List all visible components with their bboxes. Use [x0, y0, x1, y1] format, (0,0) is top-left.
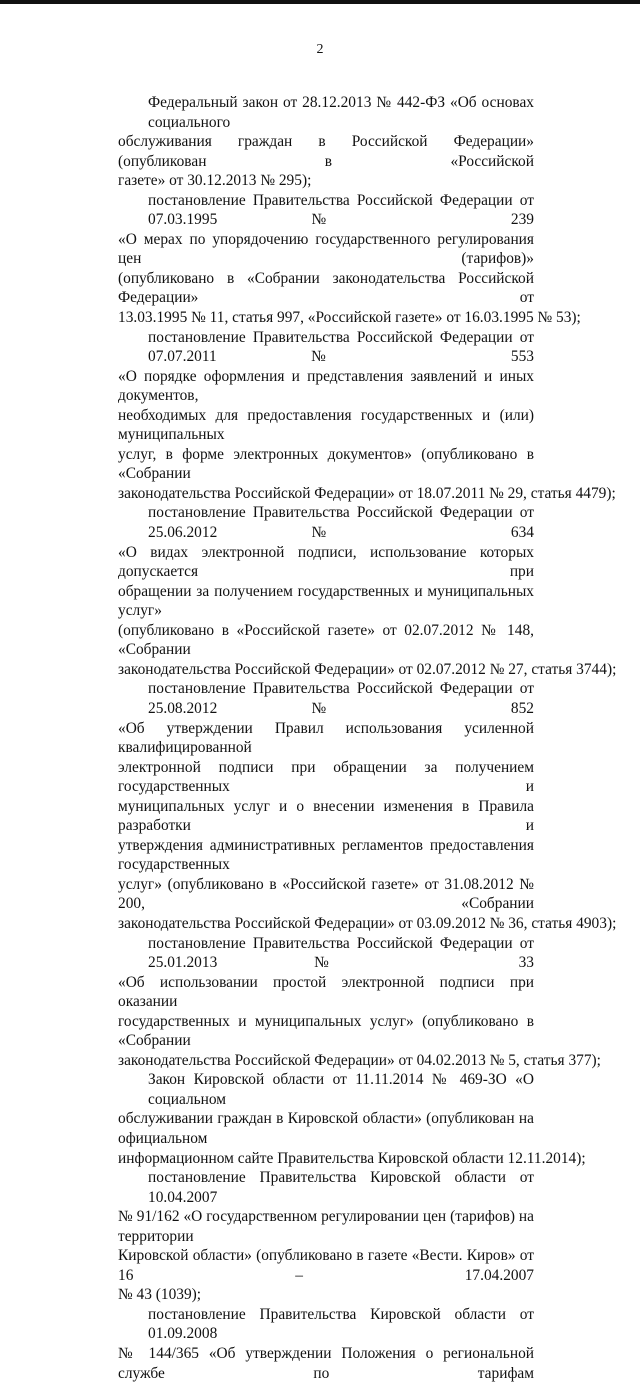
document-body: [118, 93, 617, 1383]
page-number: 2: [316, 42, 324, 57]
text-line: услуг, в форме электронных документов» (опубликовано в «Собрании: [118, 445, 534, 483]
text-line: Федеральный закон от 28.12.2013 № 442-ФЗ «Об основах социального: [148, 94, 534, 131]
text-line: обслуживании граждан в Кировской области» (опубликован на официальном: [118, 1110, 534, 1147]
text-line: газете» от 30.12.2013 № 295);: [118, 172, 312, 190]
text-line: утверждения административных регламентов предоставления государственных: [118, 836, 534, 874]
text-line: законодательства Российской Федерации» от 04.02.2013 № 5, статья 377);: [118, 1051, 601, 1069]
text-line: 13.03.1995 № 11, статья 997, «Российской газете» от 16.03.1995 № 53);: [118, 309, 581, 327]
text-line: «Об утверждении Правил использования усиленной квалифицированной: [118, 719, 534, 757]
paragraph: [118, 93, 534, 191]
text-line: постановление Правительства Кировской области от 01.09.2008: [148, 1305, 534, 1343]
text-line: законодательства Российской Федерации» от 02.07.2012 № 27, статья 3744);: [118, 660, 617, 678]
scan-top-border: [0, 0, 640, 4]
text-line: «О порядке оформления и представления заявлений и иных документов,: [118, 367, 534, 405]
text-line: государственных и муниципальных услуг» (опубликовано в «Собрании: [118, 1012, 534, 1050]
text-line: № 144/365 «Об утверждении Положения о региональной службе по тарифам: [118, 1345, 534, 1382]
paragraph: [118, 328, 616, 504]
paragraph: [118, 1305, 534, 1383]
text-line: необходимых для предоставления государственных и (или) муниципальных: [118, 406, 534, 444]
text-line: № 43 (1039);: [118, 1286, 202, 1304]
text-line: «Об использовании простой электронной подписи при оказании: [118, 973, 534, 1011]
text-line: постановление Правительства Кировской области от 10.04.2007: [148, 1169, 534, 1206]
text-line: «О мерах по упорядочению государственного регулирования цен (тарифов)»: [118, 230, 534, 268]
text-line: законодательства Российской Федерации» от 03.09.2012 № 36, статья 4903);: [118, 914, 617, 932]
paragraph: [118, 1168, 534, 1305]
text-line: информационном сайте Правительства Кировской области 12.11.2014);: [118, 1149, 586, 1167]
paragraph: [118, 503, 617, 679]
text-line: обращении за получением государственных и муниципальных услуг»: [118, 582, 534, 620]
text-line: обслуживания граждан в Российской Федерации» (опубликован в «Российской: [118, 133, 534, 170]
text-line: муниципальных услуг и о внесении изменения в Правила разработки и: [118, 797, 534, 835]
text-line: законодательства Российской Федерации» от 18.07.2011 № 29, статья 4479);: [118, 484, 616, 502]
paragraph: [118, 679, 617, 933]
text-line: (опубликовано в «Собрании законодательства Российской Федерации» от: [118, 269, 534, 307]
text-line: услуг» (опубликовано в «Российской газете» от 31.08.2012 № 200, «Собрании: [118, 875, 534, 913]
text-line: постановление Правительства Российской Федерации от 25.06.2012 № 634: [148, 504, 534, 542]
text-line: постановление Правительства Российской Федерации от 07.03.1995 № 239: [148, 191, 534, 229]
text-line: Закон Кировской области от 11.11.2014 № 469-ЗО «О социальном: [148, 1071, 534, 1108]
text-line: № 91/162 «О государственном регулировании цен (тарифов) на территории: [118, 1208, 534, 1245]
paragraph: [118, 1070, 586, 1168]
text-line: постановление Правительства Российской Федерации от 25.01.2013 № 33: [148, 934, 534, 972]
text-line: Кировской области» (опубликовано в газете «Вести. Киров» от 16 – 17.04.2007: [118, 1247, 534, 1284]
text-line: (опубликовано в «Российской газете» от 02.07.2012 № 148, «Собрании: [118, 621, 534, 659]
text-line: электронной подписи при обращении за получением государственных и: [118, 758, 534, 796]
paragraph: [118, 191, 581, 328]
text-line: постановление Правительства Российской Федерации от 07.07.2011 № 553: [148, 328, 534, 366]
text-line: «О видах электронной подписи, использование которых допускается при: [118, 543, 534, 581]
text-line: постановление Правительства Российской Федерации от 25.08.2012 № 852: [148, 680, 534, 717]
paragraph: [118, 934, 601, 1071]
